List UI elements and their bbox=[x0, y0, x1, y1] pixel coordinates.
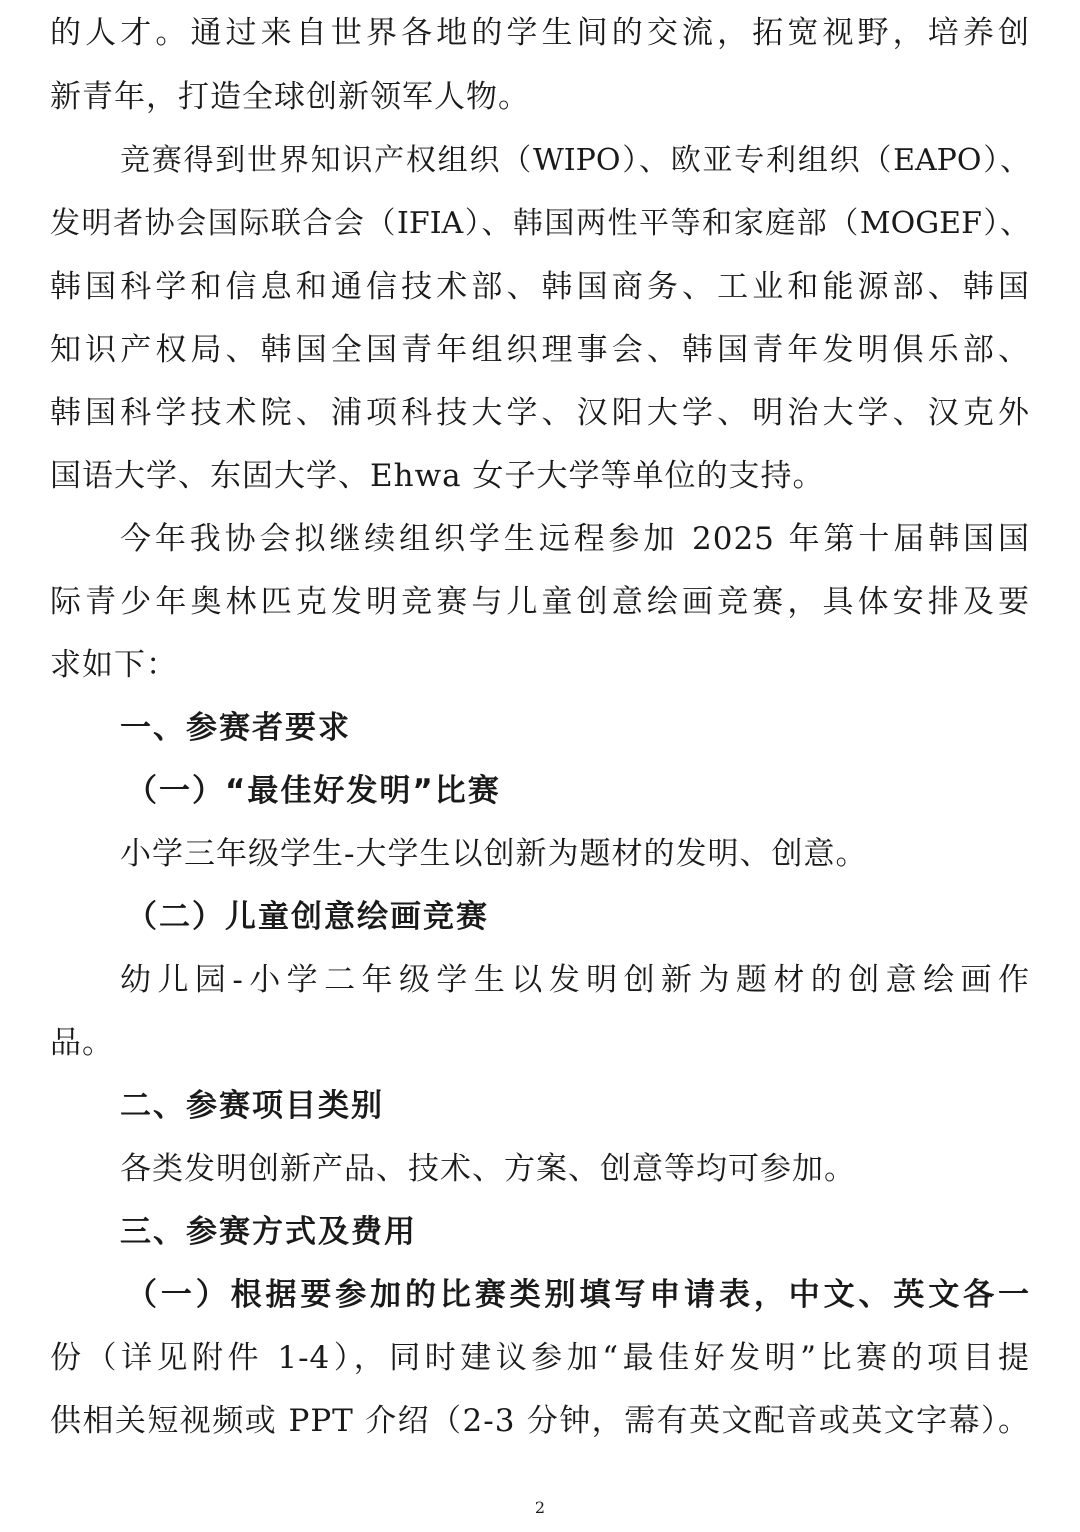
paragraph-line: 知识产权局、韩国全国青年组织理事会、韩国青年发明俱乐部、 bbox=[50, 332, 1030, 368]
paragraph-line: 求如下： bbox=[50, 647, 178, 683]
paragraph-line: 国语大学、东固大学、Ehwa 女子大学等单位的支持。 bbox=[50, 458, 825, 494]
paragraph-line: 韩国科学和信息和通信技术部、韩国商务、工业和能源部、韩国 bbox=[50, 269, 1030, 305]
paragraph-line: 小学三年级学生-大学生以创新为题材的发明、创意。 bbox=[120, 836, 868, 872]
section-heading: 一、参赛者要求 bbox=[120, 710, 351, 746]
paragraph-line: 新青年，打造全球创新领军人物。 bbox=[50, 79, 530, 115]
paragraph-line: 供相关短视频或 PPT 介绍（2-3 分钟，需有英文配音或英文字幕）。 bbox=[50, 1403, 1030, 1439]
paragraph-line: 发明者协会国际联合会（IFIA）、韩国两性平等和家庭部（MOGEF）、 bbox=[50, 206, 1030, 241]
subsection-heading: （二）儿童创意绘画竞赛 bbox=[126, 899, 489, 935]
paragraph-line: 的人才。通过来自世界各地的学生间的交流，拓宽视野，培养创 bbox=[50, 15, 1030, 51]
paragraph-line: 竞赛得到世界知识产权组织（WIPO）、欧亚专利组织（EAPO）、 bbox=[120, 143, 1030, 178]
paragraph-line-bold: （一）根据要参加的比赛类别填写申请表，中文、英文各一 bbox=[126, 1277, 1030, 1313]
paragraph-line: 韩国科学技术院、浦项科技大学、汉阳大学、明治大学、汉克外 bbox=[50, 395, 1030, 431]
paragraph-line: 各类发明创新产品、技术、方案、创意等均可参加。 bbox=[120, 1151, 856, 1187]
section-heading: 二、参赛项目类别 bbox=[120, 1088, 384, 1124]
subsection-heading: （一）“最佳好发明”比赛 bbox=[126, 773, 501, 809]
section-heading: 三、参赛方式及费用 bbox=[120, 1214, 417, 1250]
paragraph-line: 际青少年奥林匹克发明竞赛与儿童创意绘画竞赛，具体安排及要 bbox=[50, 584, 1030, 620]
page-number: 2 bbox=[534, 1498, 546, 1517]
paragraph-line: 幼儿园-小学二年级学生以发明创新为题材的创意绘画作 bbox=[120, 962, 1030, 998]
paragraph-line: 品。 bbox=[50, 1025, 114, 1061]
paragraph-line: 今年我协会拟继续组织学生远程参加 2025 年第十届韩国国 bbox=[120, 521, 1030, 557]
paragraph-line: 份（详见附件 1-4），同时建议参加“最佳好发明”比赛的项目提 bbox=[50, 1340, 1030, 1376]
